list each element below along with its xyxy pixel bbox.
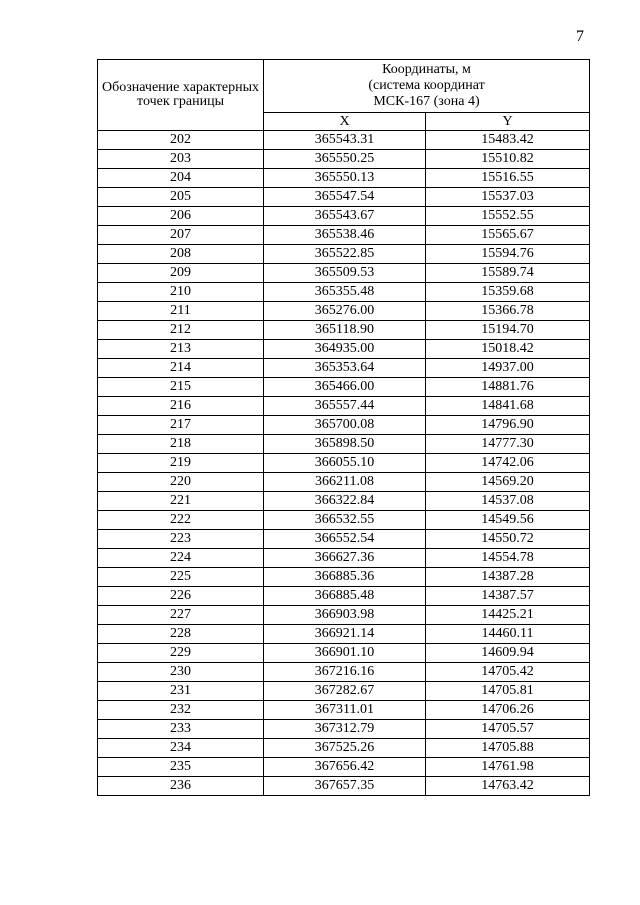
x-coordinate-cell: 366921.14 bbox=[264, 625, 426, 644]
point-cell: 231 bbox=[98, 682, 264, 701]
y-coordinate-cell: 14609.94 bbox=[426, 644, 590, 663]
y-coordinate-cell: 15483.42 bbox=[426, 131, 590, 150]
x-coordinate-cell: 365353.64 bbox=[264, 359, 426, 378]
table-row bbox=[98, 530, 590, 549]
point-cell: 232 bbox=[98, 701, 264, 720]
table-row bbox=[98, 682, 590, 701]
table-row bbox=[98, 511, 590, 530]
y-coordinate-cell: 15366.78 bbox=[426, 302, 590, 321]
point-cell: 209 bbox=[98, 264, 264, 283]
point-cell: 210 bbox=[98, 283, 264, 302]
x-coordinate-cell: 365276.00 bbox=[264, 302, 426, 321]
y-coordinate-cell: 15516.55 bbox=[426, 169, 590, 188]
x-coordinate-cell: 365898.50 bbox=[264, 435, 426, 454]
coordinates-table-body bbox=[98, 131, 590, 796]
coordinates-header-line: (система координат bbox=[368, 78, 485, 93]
x-coordinate-cell: 367216.16 bbox=[264, 663, 426, 682]
point-cell: 216 bbox=[98, 397, 264, 416]
x-coordinate-cell: 366322.84 bbox=[264, 492, 426, 511]
table-row bbox=[98, 549, 590, 568]
y-coordinate-cell: 14549.56 bbox=[426, 511, 590, 530]
point-cell: 206 bbox=[98, 207, 264, 226]
point-cell: 202 bbox=[98, 131, 264, 150]
table-row bbox=[98, 492, 590, 511]
point-cell: 214 bbox=[98, 359, 264, 378]
point-cell: 219 bbox=[98, 454, 264, 473]
table-row bbox=[98, 473, 590, 492]
y-coordinate-cell: 14460.11 bbox=[426, 625, 590, 644]
y-coordinate-cell: 14742.06 bbox=[426, 454, 590, 473]
coordinates-header-line: Координаты, м bbox=[382, 62, 471, 77]
x-coordinate-cell: 365543.67 bbox=[264, 207, 426, 226]
y-coordinate-cell: 14554.78 bbox=[426, 549, 590, 568]
point-cell: 211 bbox=[98, 302, 264, 321]
point-cell: 233 bbox=[98, 720, 264, 739]
table-row bbox=[98, 587, 590, 606]
table-row bbox=[98, 625, 590, 644]
point-cell: 204 bbox=[98, 169, 264, 188]
point-cell: 215 bbox=[98, 378, 264, 397]
point-cell: 220 bbox=[98, 473, 264, 492]
point-cell: 222 bbox=[98, 511, 264, 530]
point-cell: 218 bbox=[98, 435, 264, 454]
x-coordinate-cell: 367525.26 bbox=[264, 739, 426, 758]
x-coordinate-cell: 366903.98 bbox=[264, 606, 426, 625]
coordinates-table bbox=[97, 59, 590, 796]
x-coordinate-cell: 366901.10 bbox=[264, 644, 426, 663]
table-row bbox=[98, 644, 590, 663]
table-row bbox=[98, 758, 590, 777]
table-row bbox=[98, 169, 590, 188]
table-row bbox=[98, 283, 590, 302]
y-column-header: Y bbox=[426, 113, 590, 131]
x-column-header: X bbox=[264, 113, 426, 131]
point-cell: 217 bbox=[98, 416, 264, 435]
x-coordinate-cell: 365557.44 bbox=[264, 397, 426, 416]
x-coordinate-cell: 365547.54 bbox=[264, 188, 426, 207]
x-coordinate-cell: 365700.08 bbox=[264, 416, 426, 435]
table-row bbox=[98, 359, 590, 378]
y-coordinate-cell: 14761.98 bbox=[426, 758, 590, 777]
y-coordinate-cell: 15537.03 bbox=[426, 188, 590, 207]
coordinates-header-line: МСК-167 (зона 4) bbox=[373, 94, 480, 109]
x-coordinate-cell: 366532.55 bbox=[264, 511, 426, 530]
table-row bbox=[98, 245, 590, 264]
table-row bbox=[98, 302, 590, 321]
y-coordinate-cell: 15194.70 bbox=[426, 321, 590, 340]
y-coordinate-cell: 15552.55 bbox=[426, 207, 590, 226]
table-row bbox=[98, 188, 590, 207]
y-coordinate-cell: 14705.42 bbox=[426, 663, 590, 682]
table-row bbox=[98, 378, 590, 397]
y-coordinate-cell: 14537.08 bbox=[426, 492, 590, 511]
y-coordinate-cell: 14569.20 bbox=[426, 473, 590, 492]
point-cell: 223 bbox=[98, 530, 264, 549]
table-row bbox=[98, 416, 590, 435]
point-cell: 212 bbox=[98, 321, 264, 340]
table-row bbox=[98, 701, 590, 720]
table-row bbox=[98, 264, 590, 283]
table-row bbox=[98, 663, 590, 682]
x-coordinate-cell: 366885.36 bbox=[264, 568, 426, 587]
point-designation-header: Обозначение характерных точек границы bbox=[98, 60, 264, 131]
x-coordinate-cell: 366055.10 bbox=[264, 454, 426, 473]
y-coordinate-cell: 14763.42 bbox=[426, 777, 590, 796]
y-coordinate-cell: 14777.30 bbox=[426, 435, 590, 454]
table-row bbox=[98, 739, 590, 758]
point-cell: 234 bbox=[98, 739, 264, 758]
point-cell: 236 bbox=[98, 777, 264, 796]
x-coordinate-cell: 365543.31 bbox=[264, 131, 426, 150]
x-coordinate-cell: 366885.48 bbox=[264, 587, 426, 606]
point-cell: 230 bbox=[98, 663, 264, 682]
point-cell: 203 bbox=[98, 150, 264, 169]
y-coordinate-cell: 14881.76 bbox=[426, 378, 590, 397]
x-coordinate-cell: 365509.53 bbox=[264, 264, 426, 283]
point-cell: 224 bbox=[98, 549, 264, 568]
x-coordinate-cell: 365550.25 bbox=[264, 150, 426, 169]
table-row bbox=[98, 777, 590, 796]
x-coordinate-cell: 365538.46 bbox=[264, 226, 426, 245]
table-row bbox=[98, 720, 590, 739]
table-row bbox=[98, 454, 590, 473]
table-row bbox=[98, 340, 590, 359]
y-coordinate-cell: 14705.81 bbox=[426, 682, 590, 701]
table-row bbox=[98, 131, 590, 150]
x-coordinate-cell: 366211.08 bbox=[264, 473, 426, 492]
coordinates-header bbox=[264, 60, 590, 113]
x-coordinate-cell: 366552.54 bbox=[264, 530, 426, 549]
x-coordinate-cell: 365355.48 bbox=[264, 283, 426, 302]
y-coordinate-cell: 14937.00 bbox=[426, 359, 590, 378]
y-coordinate-cell: 14387.57 bbox=[426, 587, 590, 606]
x-coordinate-cell: 367311.01 bbox=[264, 701, 426, 720]
y-coordinate-cell: 15565.67 bbox=[426, 226, 590, 245]
y-coordinate-cell: 14550.72 bbox=[426, 530, 590, 549]
y-coordinate-cell: 14705.88 bbox=[426, 739, 590, 758]
x-coordinate-cell: 364935.00 bbox=[264, 340, 426, 359]
point-cell: 235 bbox=[98, 758, 264, 777]
x-coordinate-cell: 367657.35 bbox=[264, 777, 426, 796]
x-coordinate-cell: 365466.00 bbox=[264, 378, 426, 397]
table-row bbox=[98, 397, 590, 416]
x-coordinate-cell: 367656.42 bbox=[264, 758, 426, 777]
point-cell: 227 bbox=[98, 606, 264, 625]
table-row bbox=[98, 226, 590, 245]
point-cell: 225 bbox=[98, 568, 264, 587]
y-coordinate-cell: 15359.68 bbox=[426, 283, 590, 302]
x-coordinate-cell: 365118.90 bbox=[264, 321, 426, 340]
x-coordinate-cell: 366627.36 bbox=[264, 549, 426, 568]
table-row bbox=[98, 435, 590, 454]
point-cell: 229 bbox=[98, 644, 264, 663]
table-row bbox=[98, 606, 590, 625]
table-row bbox=[98, 321, 590, 340]
y-coordinate-cell: 15510.82 bbox=[426, 150, 590, 169]
point-cell: 207 bbox=[98, 226, 264, 245]
x-coordinate-cell: 367282.67 bbox=[264, 682, 426, 701]
point-cell: 221 bbox=[98, 492, 264, 511]
point-cell: 226 bbox=[98, 587, 264, 606]
table-row bbox=[98, 207, 590, 226]
point-cell: 208 bbox=[98, 245, 264, 264]
table-row bbox=[98, 568, 590, 587]
y-coordinate-cell: 15589.74 bbox=[426, 264, 590, 283]
page-number: 7 bbox=[576, 28, 584, 45]
x-coordinate-cell: 365550.13 bbox=[264, 169, 426, 188]
y-coordinate-cell: 14706.26 bbox=[426, 701, 590, 720]
y-coordinate-cell: 15018.42 bbox=[426, 340, 590, 359]
y-coordinate-cell: 14425.21 bbox=[426, 606, 590, 625]
point-cell: 228 bbox=[98, 625, 264, 644]
y-coordinate-cell: 14841.68 bbox=[426, 397, 590, 416]
table-row bbox=[98, 150, 590, 169]
x-coordinate-cell: 367312.79 bbox=[264, 720, 426, 739]
point-cell: 213 bbox=[98, 340, 264, 359]
x-coordinate-cell: 365522.85 bbox=[264, 245, 426, 264]
y-coordinate-cell: 14387.28 bbox=[426, 568, 590, 587]
y-coordinate-cell: 15594.76 bbox=[426, 245, 590, 264]
point-cell: 205 bbox=[98, 188, 264, 207]
y-coordinate-cell: 14796.90 bbox=[426, 416, 590, 435]
y-coordinate-cell: 14705.57 bbox=[426, 720, 590, 739]
